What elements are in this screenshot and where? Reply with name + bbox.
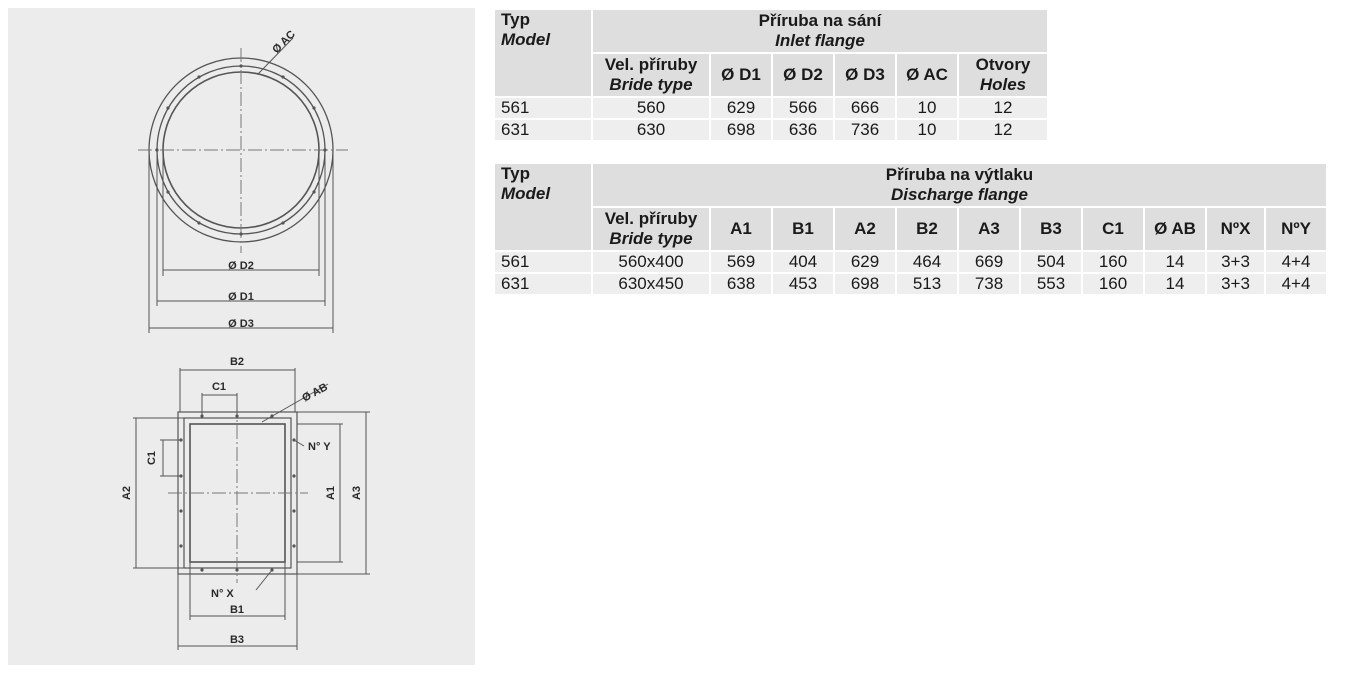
b1-label: B1 (229, 604, 245, 616)
discharge-title-cz: Příruba na výtlaku (885, 165, 1034, 184)
b1-cell: 453 (773, 274, 833, 294)
table-row (495, 120, 1047, 140)
a2-label: A2 (121, 485, 133, 501)
col-d1-header: Ø D1 (711, 54, 771, 96)
bride-header (593, 208, 709, 250)
d1-cell: 698 (711, 120, 771, 140)
d3-cell: 736 (835, 120, 895, 140)
b3-cell: 504 (1021, 252, 1081, 272)
a2-cell: 629 (835, 252, 895, 272)
nx-label: N° X (211, 588, 234, 600)
col-nx-header: NºX (1207, 208, 1264, 250)
col-b2-header: B2 (897, 208, 957, 250)
b2-cell: 464 (897, 252, 957, 272)
holes-en-label: Holes (979, 75, 1027, 94)
ab-cell: 14 (1145, 252, 1205, 272)
ab-label: Ø AB (300, 381, 330, 405)
c1-cell: 160 (1083, 252, 1143, 272)
bride-cell: 630 (593, 120, 709, 140)
a1-cell: 638 (711, 274, 771, 294)
col-a1-header: A1 (711, 208, 771, 250)
d3-cell: 666 (835, 98, 895, 118)
col-ab-header: Ø AB (1145, 208, 1205, 250)
c1-top-label: C1 (211, 381, 227, 393)
nx-cell: 3+3 (1207, 252, 1264, 272)
technical-drawing-panel (8, 8, 475, 665)
c1-side-label: C1 (146, 450, 158, 466)
col-a3-header: A3 (959, 208, 1019, 250)
c1-cell: 160 (1083, 274, 1143, 294)
d2-cell: 636 (773, 120, 833, 140)
holes-cell: 12 (959, 120, 1047, 140)
ac-cell: 10 (897, 120, 957, 140)
table-row (495, 98, 1047, 118)
holes-cz-label: Otvory (975, 55, 1031, 74)
b1-cell: 404 (773, 252, 833, 272)
ab-cell: 14 (1145, 274, 1205, 294)
typ-label: Typ (501, 10, 530, 29)
model-cell: 631 (495, 120, 591, 140)
holes-header (959, 54, 1047, 96)
bride-cell: 560x400 (593, 252, 709, 272)
flange-drawing (8, 8, 475, 665)
col-a2-header: A2 (835, 208, 895, 250)
inlet-flange-table (493, 8, 1049, 142)
inlet-flange-drawing (138, 28, 348, 333)
ny-cell: 4+4 (1266, 252, 1326, 272)
discharge-flange-table (493, 162, 1328, 296)
col-d2-header: Ø D2 (773, 54, 833, 96)
model-cell: 561 (495, 252, 591, 272)
typ-model-header (495, 10, 591, 96)
a3-cell: 669 (959, 252, 1019, 272)
col-b1-header: B1 (773, 208, 833, 250)
model-label: Model (501, 30, 551, 49)
a1-cell: 569 (711, 252, 771, 272)
col-ny-header: NºY (1266, 208, 1326, 250)
bride-en-label: Bride type (609, 229, 693, 248)
table-row (495, 252, 1326, 272)
a1-label: A1 (325, 485, 337, 501)
bride-header (593, 54, 709, 96)
d3-label: Ø D3 (228, 318, 254, 330)
col-d3-header: Ø D3 (835, 54, 895, 96)
ac-cell: 10 (897, 98, 957, 118)
typ-model-header (495, 164, 591, 250)
inlet-title-cz: Příruba na sání (758, 11, 882, 30)
a2-cell: 698 (835, 274, 895, 294)
model-cell: 631 (495, 274, 591, 294)
bride-cz-label: Vel. příruby (604, 55, 698, 74)
col-b3-header: B3 (1021, 208, 1081, 250)
b2-label: B2 (229, 356, 245, 368)
a3-label: A3 (351, 485, 363, 501)
ny-cell: 4+4 (1266, 274, 1326, 294)
model-label: Model (501, 184, 551, 203)
inlet-group-header (593, 10, 1047, 52)
b3-label: B3 (229, 634, 245, 646)
b3-cell: 553 (1021, 274, 1081, 294)
d2-label: Ø D2 (228, 260, 254, 272)
discharge-group-header (593, 164, 1326, 206)
inlet-title-en: Inlet flange (775, 31, 865, 50)
bride-en-label: Bride type (609, 75, 693, 94)
bride-cell: 560 (593, 98, 709, 118)
ac-label: Ø AC (270, 28, 298, 57)
col-ac-header: Ø AC (897, 54, 957, 96)
discharge-title-en: Discharge flange (891, 185, 1028, 204)
b2-cell: 513 (897, 274, 957, 294)
table-row (495, 274, 1326, 294)
d2-cell: 566 (773, 98, 833, 118)
model-cell: 561 (495, 98, 591, 118)
typ-label: Typ (501, 164, 530, 183)
bride-cell: 630x450 (593, 274, 709, 294)
d1-cell: 629 (711, 98, 771, 118)
d1-label: Ø D1 (228, 291, 254, 303)
discharge-flange-drawing (121, 356, 370, 650)
col-c1-header: C1 (1083, 208, 1143, 250)
nx-cell: 3+3 (1207, 274, 1264, 294)
bride-cz-label: Vel. příruby (604, 209, 698, 228)
ny-label: N° Y (308, 441, 331, 453)
a3-cell: 738 (959, 274, 1019, 294)
holes-cell: 12 (959, 98, 1047, 118)
